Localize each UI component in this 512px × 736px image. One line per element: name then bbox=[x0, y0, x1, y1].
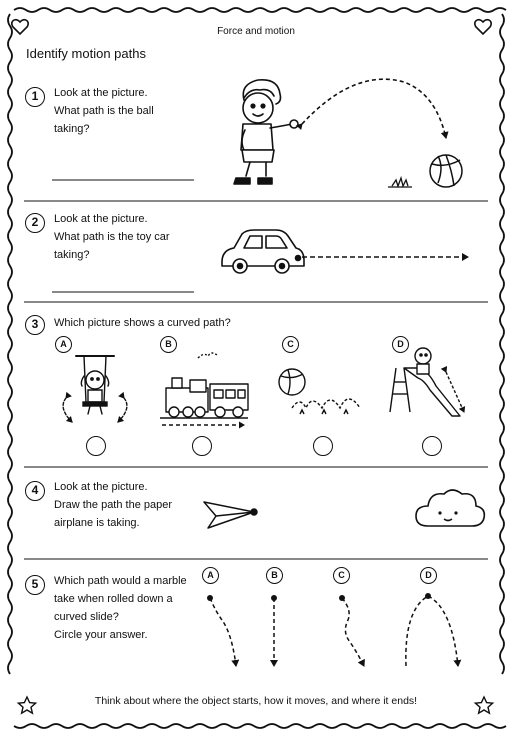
q3-answer-circle-c[interactable] bbox=[313, 436, 333, 456]
cloud-illustration bbox=[416, 490, 484, 526]
beach-ball-illustration bbox=[430, 155, 462, 187]
question-4-text: Look at the picture. Draw the path the paper airplane is taking. bbox=[54, 481, 173, 529]
paper-airplane-illustration bbox=[204, 502, 257, 528]
worksheet-subject: Force and motion bbox=[217, 26, 295, 37]
grass-tuft bbox=[392, 178, 408, 186]
train-illustration bbox=[160, 353, 248, 418]
bouncing-ball-illustration bbox=[279, 369, 360, 414]
question-number-4: 4 bbox=[25, 481, 45, 501]
q5-option-a[interactable]: A bbox=[202, 567, 219, 584]
question-number-2: 2 bbox=[25, 213, 45, 233]
footer-tip: Think about where the object starts, how it moves, and where it ends! bbox=[94, 695, 418, 707]
worksheet-title: Identify motion paths bbox=[26, 46, 146, 61]
question-5-text: Which path would a marble take when rolled down a curved slide? Circle your answer. bbox=[54, 575, 187, 641]
boy-throwing-illustration bbox=[234, 80, 298, 184]
q3-option-a-label: A bbox=[55, 336, 72, 353]
ball-curved-path bbox=[302, 79, 446, 138]
toy-car-illustration bbox=[222, 230, 304, 273]
swing-illustration bbox=[63, 356, 127, 422]
question-number-3: 3 bbox=[25, 315, 45, 335]
q5-option-c[interactable]: C bbox=[333, 567, 350, 584]
question-number-1: 1 bbox=[25, 87, 45, 107]
question-number-5: 5 bbox=[25, 575, 45, 595]
question-3-text: Which picture shows a curved path? bbox=[54, 317, 231, 329]
marble-paths bbox=[210, 596, 458, 666]
q5-option-d[interactable]: D bbox=[420, 567, 437, 584]
q5-option-b[interactable]: B bbox=[266, 567, 283, 584]
q3-option-d-label: D bbox=[392, 336, 409, 353]
question-2-text: Look at the picture. What path is the toy car taking? bbox=[54, 213, 170, 261]
slide-illustration bbox=[390, 348, 464, 416]
q3-answer-circle-a[interactable] bbox=[86, 436, 106, 456]
marble-start-dots bbox=[207, 593, 431, 601]
q3-option-c-label: C bbox=[282, 336, 299, 353]
q3-answer-circle-b[interactable] bbox=[192, 436, 212, 456]
q3-answer-circle-d[interactable] bbox=[422, 436, 442, 456]
q3-option-b-label: B bbox=[160, 336, 177, 353]
question-1-text: Look at the picture. What path is the ball taking? bbox=[54, 87, 154, 135]
